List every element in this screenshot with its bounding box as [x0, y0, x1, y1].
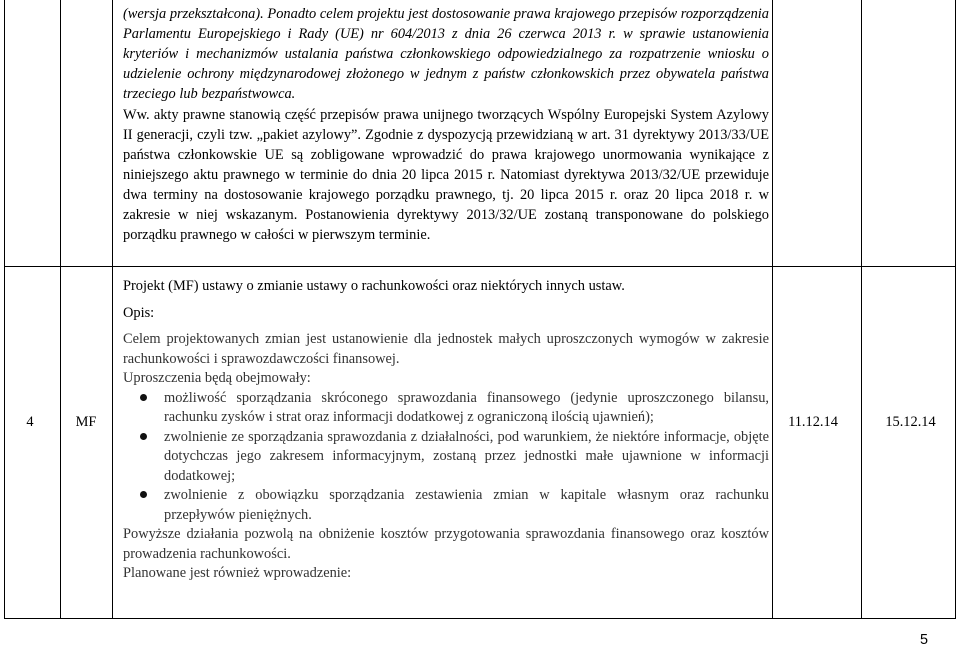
list-item — [123, 428, 769, 487]
project-title: Projekt (MF) ustawy o zmianie ustawy o rachunkowości oraz niektórych innych ustaw. — [123, 278, 625, 294]
bullet-icon — [140, 433, 147, 440]
list-item-text: możliwość sporządzania skróconego sprawozdania finansowego (jedynie uproszczonego bilansu, rachunku zysków i strat oraz informacji dodatkowej z ograniczoną ilością ujawnień); — [164, 389, 769, 425]
table-divider-3 — [772, 0, 773, 619]
opis-label: Opis: — [123, 305, 155, 321]
description-paragraph: Powyższe działania pozwolą na obniżenie kosztów przygotowania sprawozdania finansowego oraz kosztów prowadzenia rachunkowości. — [123, 526, 769, 562]
table-divider-1 — [60, 0, 61, 619]
list-item — [123, 389, 769, 428]
description-paragraph: Celem projektowanych zmian jest ustanowienie dla jednostek małych uproszczonych wymogów w zakresie rachunkowości i sprawozdawczości finansowej. — [123, 331, 769, 367]
list-item — [123, 486, 769, 525]
bullet-icon — [140, 491, 147, 498]
table-border-bottom — [4, 618, 956, 619]
list-item-text: zwolnienie ze sporządzania sprawozdania z działalności, pod warunkiem, że niektóre informacje, objęte dotychczas jego zakresem informacyjnym, zostaną przez jednostki małe ujawnione w informacji dodatkowej; — [164, 428, 769, 484]
table-divider-2 — [112, 0, 113, 619]
date-published: 15.12.14 — [885, 414, 936, 430]
table-border-right — [955, 0, 956, 619]
simplifications-list — [123, 389, 769, 526]
row-separator — [4, 266, 956, 267]
bullet-icon — [140, 394, 147, 401]
previous-row-italic-text: (wersja przekształcona). Ponadto celem projektu jest dostosowanie prawa krajowego przepisów rozporządzenia Parlamentu Europejskiego i Rady (UE) nr 604/2013 z dnia 26 czerwca 2013 r. w sprawie ustanowienia kryteriów i mechanizmów ustalania państwa członkowskiego odpowiedzialnego za rozpatrzenie wniosku o udzielenie ochrony międzynarodowej złożonego w jednym z państw członkowskich przez obywatela państwa trzeciego lub bezpaństwowca. — [123, 6, 769, 102]
row-author: MF — [75, 414, 97, 430]
table-divider-4 — [861, 0, 862, 619]
previous-row-text: Ww. akty prawne stanowią część przepisów prawa unijnego tworzących Wspólny Europejski System Azylowy II generacji, czyli tzw. „pakiet azylowy”. Zgodnie z dyspozycją przewidzianą w art. 31 dyrektywy 2013/33/UE państwa członkowskie UE są zobligowane wprowadzić do prawa krajowego unormowania wynikające z niniejszego aktu prawnego w terminie do dnia 20 lipca 2015 r. Natomiast dyrektywa 2013/32/UE przewiduje dwa terminy na dostosowanie krajowego porządku prawnego, tj. 20 lipca 2015 r. oraz 20 lipca 2018 r. w zakresie w niej wskazanym. Postanowienia dyrektywy 2013/32/UE zostaną transponowane do polskiego porządku prawnego w całości w pierwszym terminie. — [123, 107, 769, 243]
page-number: 5 — [920, 632, 929, 648]
table-border-left — [4, 0, 5, 619]
project-description — [123, 330, 769, 584]
row-number: 4 — [26, 414, 34, 430]
description-paragraph: Planowane jest również wprowadzenie: — [123, 565, 352, 581]
list-item-text: zwolnienie z obowiązku sporządzania zestawienia zmian w kapitale własnym oraz rachunku przepływów pieniężnych. — [164, 487, 769, 523]
date-submitted: 11.12.14 — [788, 414, 838, 430]
description-paragraph: Uproszczenia będą obejmowały: — [123, 370, 311, 386]
